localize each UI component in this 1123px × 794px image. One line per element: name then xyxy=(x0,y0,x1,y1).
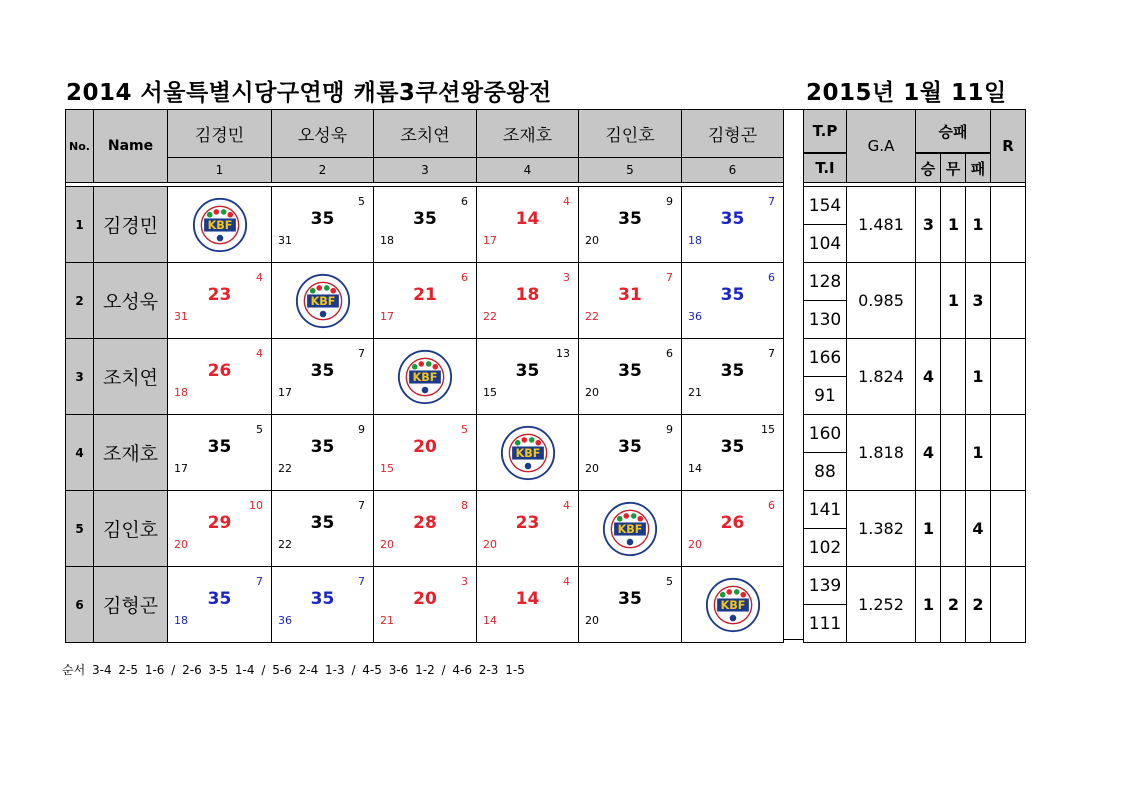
kbf-logo xyxy=(397,349,453,405)
match-score: 35 xyxy=(720,209,745,229)
match-score: 20 xyxy=(413,437,437,457)
high-run: 5 xyxy=(461,423,468,436)
innings: 17 xyxy=(278,386,292,399)
match-cell xyxy=(476,186,579,263)
innings: 20 xyxy=(483,538,497,551)
total-innings: 102 xyxy=(803,528,847,567)
match-cell xyxy=(271,186,374,263)
match-cell xyxy=(476,490,579,567)
match-cell xyxy=(476,566,579,643)
general-average: 1.252 xyxy=(846,566,916,643)
high-run: 6 xyxy=(461,195,468,208)
innings: 20 xyxy=(688,538,702,551)
match-score: 35 xyxy=(207,437,232,457)
row-player-name: 오성욱 xyxy=(93,262,168,339)
header-rank: R xyxy=(990,109,1026,183)
match-score: 21 xyxy=(413,285,437,305)
table-spacer xyxy=(783,109,804,640)
match-score: 35 xyxy=(720,285,745,305)
high-run: 4 xyxy=(563,195,570,208)
match-cell xyxy=(578,414,682,491)
losses: 3 xyxy=(965,262,991,339)
svg-text:KBF: KBF xyxy=(515,446,540,460)
match-score: 14 xyxy=(515,209,540,229)
match-cell xyxy=(476,338,579,415)
high-run: 10 xyxy=(249,499,263,512)
draws: 2 xyxy=(940,566,966,643)
svg-text:KBF: KBF xyxy=(412,370,438,384)
match-score: 29 xyxy=(207,513,232,533)
high-run: 7 xyxy=(256,575,263,588)
header-no: No. xyxy=(65,109,94,183)
header-col-3: 3 xyxy=(373,157,477,183)
header-tp: T.P xyxy=(803,109,847,153)
row-player-name: 김경민 xyxy=(93,186,168,263)
draws: 1 xyxy=(940,262,966,339)
match-cell xyxy=(373,262,477,339)
wins: 1 xyxy=(915,490,941,567)
header-player-4: 조재호 xyxy=(476,109,579,158)
event-date: 2015년 1월 11일 xyxy=(806,80,1007,106)
total-innings: 104 xyxy=(803,224,847,263)
total-innings: 130 xyxy=(803,300,847,339)
match-cell xyxy=(167,566,272,643)
high-run: 6 xyxy=(666,347,673,360)
innings: 20 xyxy=(585,386,599,399)
header-col-2: 2 xyxy=(271,157,374,183)
match-cell xyxy=(373,338,477,415)
total-innings: 91 xyxy=(803,376,847,415)
innings: 15 xyxy=(483,386,497,399)
high-run: 7 xyxy=(358,347,365,360)
innings: 36 xyxy=(278,614,292,627)
losses: 4 xyxy=(965,490,991,567)
match-score: 35 xyxy=(310,437,335,457)
losses: 2 xyxy=(965,566,991,643)
header-ga: G.A xyxy=(846,109,916,183)
row-player-name: 조재호 xyxy=(93,414,168,491)
row-player-name: 김인호 xyxy=(93,490,168,567)
header-player-5: 김인호 xyxy=(578,109,682,158)
draws xyxy=(940,338,966,415)
high-run: 6 xyxy=(768,271,775,284)
total-points: 166 xyxy=(803,338,847,377)
match-score: 26 xyxy=(207,361,232,381)
general-average: 1.824 xyxy=(846,338,916,415)
innings: 20 xyxy=(585,614,599,627)
losses: 1 xyxy=(965,338,991,415)
high-run: 7 xyxy=(768,195,775,208)
match-score: 23 xyxy=(515,513,540,533)
innings: 18 xyxy=(174,386,188,399)
high-run: 6 xyxy=(768,499,775,512)
match-cell xyxy=(578,490,682,567)
wins: 3 xyxy=(915,186,941,263)
match-cell xyxy=(271,566,374,643)
innings: 22 xyxy=(585,310,599,323)
match-cell xyxy=(271,490,374,567)
high-run: 7 xyxy=(358,499,365,512)
wins: 4 xyxy=(915,338,941,415)
innings: 31 xyxy=(278,234,292,247)
innings: 18 xyxy=(688,234,702,247)
match-score: 35 xyxy=(720,361,745,381)
header-col-5: 5 xyxy=(578,157,682,183)
kbf-logo xyxy=(500,425,556,481)
header-player-1: 김경민 xyxy=(167,109,272,158)
header-draw: 무 xyxy=(940,153,966,183)
draws: 1 xyxy=(940,186,966,263)
match-cell xyxy=(167,490,272,567)
match-cell xyxy=(167,262,272,339)
row-no: 1 xyxy=(65,186,94,263)
rank-cell xyxy=(990,338,1026,415)
innings: 14 xyxy=(483,614,497,627)
svg-text:KBF: KBF xyxy=(720,598,745,612)
svg-text:KBF: KBF xyxy=(617,522,643,536)
match-score: 31 xyxy=(618,285,642,305)
header-player-2: 오성욱 xyxy=(271,109,374,158)
innings: 20 xyxy=(174,538,188,551)
kbf-logo xyxy=(705,577,761,633)
high-run: 6 xyxy=(461,271,468,284)
high-run: 3 xyxy=(461,575,468,588)
match-cell xyxy=(271,414,374,491)
rank-cell xyxy=(990,414,1026,491)
high-run: 5 xyxy=(666,575,673,588)
row-no: 3 xyxy=(65,338,94,415)
innings: 20 xyxy=(585,462,599,475)
match-score: 14 xyxy=(515,589,540,609)
innings: 18 xyxy=(380,234,394,247)
high-run: 7 xyxy=(358,575,365,588)
rank-cell xyxy=(990,566,1026,643)
general-average: 1.481 xyxy=(846,186,916,263)
match-score: 35 xyxy=(310,589,335,609)
kbf-logo xyxy=(192,197,248,253)
header-name: Name xyxy=(93,109,168,183)
header-ti: T.I xyxy=(803,153,847,183)
innings: 17 xyxy=(174,462,188,475)
match-order: 순서 3-4 2-5 1-6 / 2-6 3-5 1-4 / 5-6 2-4 1-3 / 4-5 3-6 1-2 / 4-6 2-3 1-5 xyxy=(62,663,525,677)
page-title: 2014 서울특별시당구연맹 캐롬3쿠션왕중왕전 xyxy=(66,80,552,106)
kbf-logo xyxy=(295,273,351,329)
high-run: 8 xyxy=(461,499,468,512)
innings: 14 xyxy=(688,462,702,475)
losses: 1 xyxy=(965,414,991,491)
header-result: 승패 xyxy=(915,109,991,153)
innings: 21 xyxy=(380,614,394,627)
total-points: 141 xyxy=(803,490,847,529)
high-run: 7 xyxy=(666,271,673,284)
match-cell xyxy=(681,566,784,643)
match-cell xyxy=(681,338,784,415)
general-average: 1.818 xyxy=(846,414,916,491)
header-col-1: 1 xyxy=(167,157,272,183)
match-score: 28 xyxy=(413,513,437,533)
match-score: 35 xyxy=(310,513,335,533)
match-cell xyxy=(476,262,579,339)
match-cell xyxy=(578,262,682,339)
innings: 22 xyxy=(278,538,292,551)
innings: 36 xyxy=(688,310,702,323)
match-cell xyxy=(476,414,579,491)
svg-text:KBF: KBF xyxy=(310,294,335,308)
match-score: 35 xyxy=(515,361,540,381)
match-score: 26 xyxy=(720,513,745,533)
match-cell xyxy=(578,566,682,643)
rank-cell xyxy=(990,186,1026,263)
match-score: 35 xyxy=(207,589,232,609)
header-col-4: 4 xyxy=(476,157,579,183)
row-no: 6 xyxy=(65,566,94,643)
wins: 1 xyxy=(915,566,941,643)
high-run: 9 xyxy=(666,195,673,208)
innings: 17 xyxy=(483,234,497,247)
high-run: 4 xyxy=(563,499,570,512)
match-cell xyxy=(681,262,784,339)
high-run: 4 xyxy=(563,575,570,588)
header-player-6: 김형곤 xyxy=(681,109,784,158)
svg-text:KBF: KBF xyxy=(207,218,232,232)
match-cell xyxy=(578,338,682,415)
row-no: 5 xyxy=(65,490,94,567)
draws xyxy=(940,414,966,491)
header-col-6: 6 xyxy=(681,157,784,183)
match-score: 20 xyxy=(413,589,437,609)
match-score: 35 xyxy=(618,589,642,609)
match-score: 35 xyxy=(618,437,642,457)
row-no: 2 xyxy=(65,262,94,339)
high-run: 5 xyxy=(256,423,263,436)
header-loss: 패 xyxy=(965,153,991,183)
match-score: 35 xyxy=(413,209,437,229)
match-score: 35 xyxy=(310,361,335,381)
innings: 20 xyxy=(380,538,394,551)
match-cell xyxy=(167,338,272,415)
general-average: 1.382 xyxy=(846,490,916,567)
total-innings: 111 xyxy=(803,604,847,643)
row-no: 4 xyxy=(65,414,94,491)
match-score: 35 xyxy=(310,209,335,229)
match-cell xyxy=(373,186,477,263)
match-score: 35 xyxy=(618,361,642,381)
total-points: 139 xyxy=(803,566,847,605)
total-points: 160 xyxy=(803,414,847,453)
high-run: 15 xyxy=(761,423,775,436)
high-run: 7 xyxy=(768,347,775,360)
match-cell xyxy=(271,338,374,415)
high-run: 4 xyxy=(256,347,263,360)
rank-cell xyxy=(990,262,1026,339)
losses: 1 xyxy=(965,186,991,263)
innings: 22 xyxy=(483,310,497,323)
total-points: 154 xyxy=(803,186,847,225)
high-run: 9 xyxy=(666,423,673,436)
match-cell xyxy=(271,262,374,339)
match-cell xyxy=(681,414,784,491)
dotted-divider xyxy=(965,186,966,642)
wins: 4 xyxy=(915,414,941,491)
general-average: 0.985 xyxy=(846,262,916,339)
rank-cell xyxy=(990,490,1026,567)
match-cell xyxy=(167,186,272,263)
match-cell xyxy=(373,566,477,643)
high-run: 3 xyxy=(563,271,570,284)
match-cell xyxy=(681,490,784,567)
innings: 21 xyxy=(688,386,702,399)
high-run: 9 xyxy=(358,423,365,436)
match-cell xyxy=(373,414,477,491)
row-player-name: 김형곤 xyxy=(93,566,168,643)
match-score: 18 xyxy=(515,285,540,305)
kbf-logo xyxy=(602,501,658,557)
innings: 18 xyxy=(174,614,188,627)
innings: 20 xyxy=(585,234,599,247)
draws xyxy=(940,490,966,567)
match-cell xyxy=(681,186,784,263)
high-run: 4 xyxy=(256,271,263,284)
high-run: 5 xyxy=(358,195,365,208)
match-score: 35 xyxy=(618,209,642,229)
match-cell xyxy=(578,186,682,263)
header-player-3: 조치연 xyxy=(373,109,477,158)
innings: 31 xyxy=(174,310,188,323)
dotted-divider xyxy=(940,186,941,642)
header-win: 승 xyxy=(915,153,941,183)
total-points: 128 xyxy=(803,262,847,301)
row-player-name: 조치연 xyxy=(93,338,168,415)
match-cell xyxy=(373,490,477,567)
high-run: 13 xyxy=(556,347,570,360)
wins xyxy=(915,262,941,339)
innings: 22 xyxy=(278,462,292,475)
match-cell xyxy=(167,414,272,491)
match-score: 35 xyxy=(720,437,745,457)
innings: 17 xyxy=(380,310,394,323)
total-innings: 88 xyxy=(803,452,847,491)
innings: 15 xyxy=(380,462,394,475)
match-score: 23 xyxy=(207,285,232,305)
